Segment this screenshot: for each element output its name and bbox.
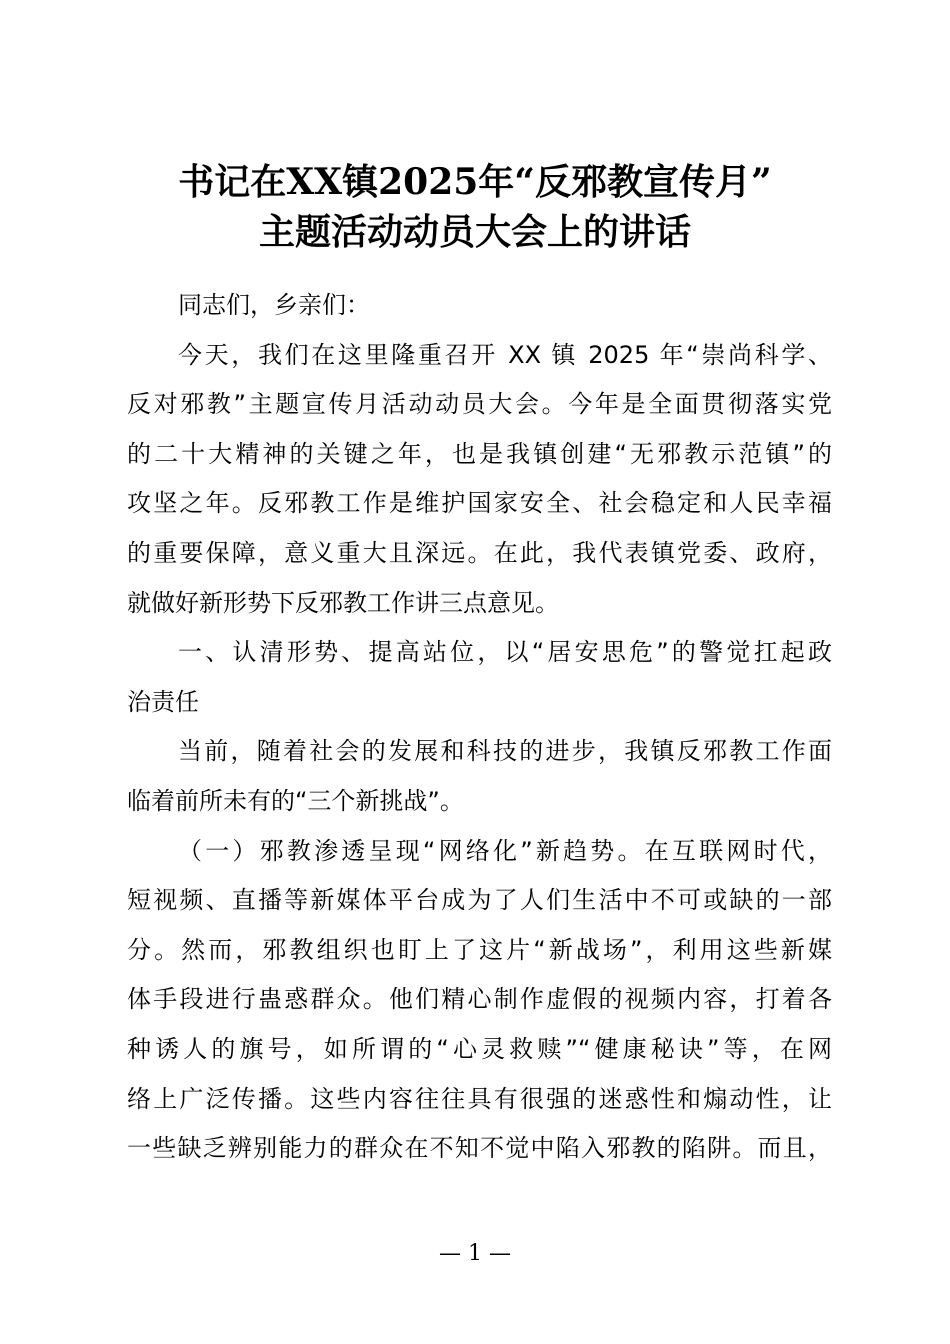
paragraph-line: 络上广泛传播。这些内容往往具有很强的迷惑性和煽动性，让 (127, 1084, 832, 1113)
paragraph-line: 的重要保障，意义重大且深远。在此，我代表镇党委、政府， (127, 538, 832, 567)
paragraph-line: 的二十大精神的关键之年，也是我镇创建“无邪教示范镇”的 (127, 439, 832, 468)
paragraph-line: 临着前所未有的“三个新挑战”。 (127, 786, 464, 815)
paragraph-line: 当前，随着社会的发展和科技的进步，我镇反邪教工作面 (178, 737, 832, 766)
document-title-line-2: 主题活动动员大会上的讲话 (258, 211, 691, 253)
paragraph-line: 反对邪教”主题宣传月活动动员大会。今年是全面贯彻落实党 (127, 390, 832, 419)
page-number: — 1 — (439, 1241, 511, 1266)
paragraph-line: 体手段进行蛊惑群众。他们精心制作虚假的视频内容，打着各 (127, 985, 832, 1014)
paragraph-line: 短视频、直播等新媒体平台成为了人们生活中不可或缺的一部 (127, 886, 832, 915)
salutation: 同志们，乡亲们： (178, 291, 370, 319)
paragraph-line: 一些缺乏辨别能力的群众在不知不觉中陷入邪教的陷阱。而且， (127, 1134, 832, 1163)
section-heading-line: 治责任 (127, 687, 199, 716)
paragraph-line: 分。然而，邪教组织也盯上了这片“新战场”，利用这些新媒 (127, 935, 832, 964)
paragraph-line: 就做好新形势下反邪教工作讲三点意见。 (127, 588, 559, 617)
paragraph-line: 攻坚之年。反邪教工作是维护国家安全、社会稳定和人民幸福 (127, 489, 832, 518)
paragraph-line: 种诱人的旗号，如所谓的“心灵救赎”“健康秘诀”等，在网 (127, 1034, 832, 1063)
paragraph-line: （一）邪教渗透呈现“网络化”新趋势。在互联网时代， (178, 836, 832, 865)
document-body (127, 281, 832, 1174)
section-heading-line: 一、认清形势、提高站位，以“居安思危”的警觉扛起政 (178, 638, 832, 667)
document-title-line-1: 书记在XX镇2025年“反邪教宣传月” (178, 161, 772, 203)
paragraph-line: 今天，我们在这里隆重召开 XX 镇 2025 年“崇尚科学、 (178, 340, 832, 369)
